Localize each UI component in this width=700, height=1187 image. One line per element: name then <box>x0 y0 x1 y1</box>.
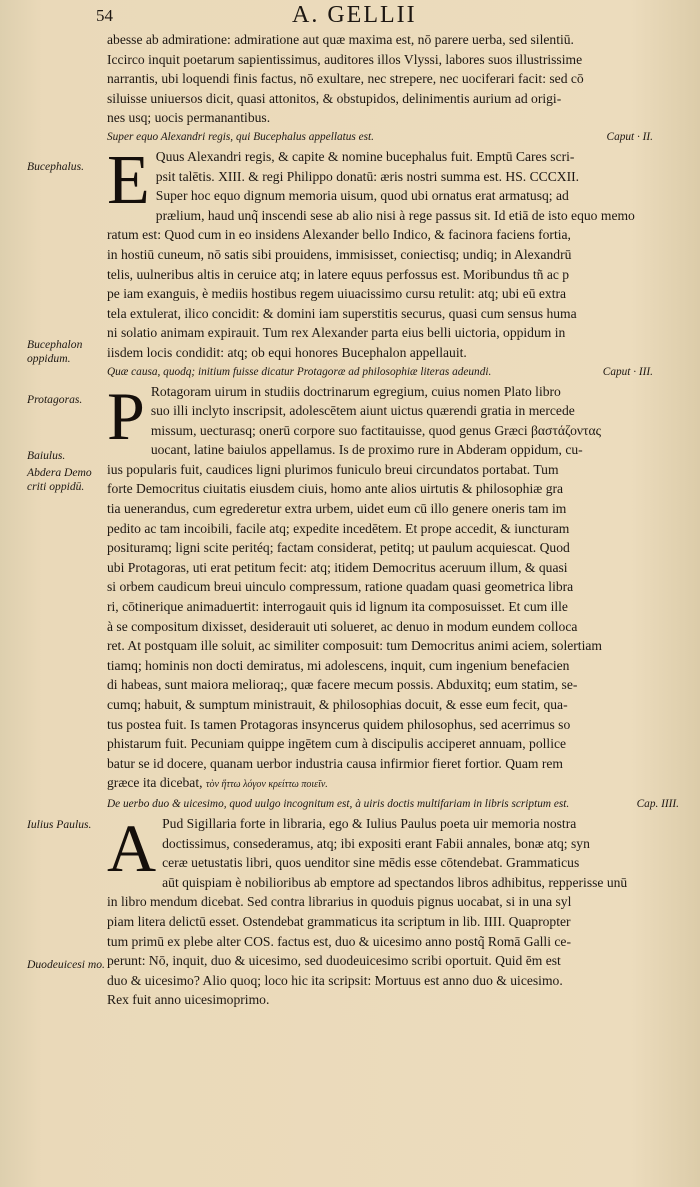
text-line: à se compositum dixisset, desiderauit uti solueret, ac denuo in modum eundem colloca <box>107 618 578 634</box>
text-line: uocant, latine baiulos appellamus. Is de proximo rure in Abderam oppidum, cu- <box>150 442 583 458</box>
text-line: Rex fuit anno uicesimoprimo. <box>107 992 270 1008</box>
text-line: posituramq; ligni scite peritéq; factam considerat, petitq; ut paulum acquiescat. Quod <box>107 540 570 556</box>
chapter-title: Quæ causa, quodq; initium fuisse dicatur Protagoræ ad philosophiæ literas adeundi. <box>107 365 492 378</box>
main-text-column <box>107 30 683 1010</box>
running-head: A. GELLII <box>292 2 417 28</box>
text-line: duo & uicesimo? Alio quoq; loco hic ita scripsit: Mortuus est anno duo & uicesimo. <box>107 972 563 988</box>
text-line: di habeas, sunt maiora melioraq;, quæ facere mecum possis. Abduxitq; eum statim, se- <box>107 677 578 693</box>
text-line: pe iam exanguis, è mediis hostibus regem uiuacissimo cursu retulit: atq; ubi eū extra <box>107 286 567 302</box>
text-line: psit talētis. XIII. & regi Philippo donatū: æris nostri summa est. HS. CCCXII. <box>155 168 580 184</box>
chapter-paragraph <box>107 377 683 795</box>
margin-note-protagoras: Protagoras. <box>27 393 83 406</box>
text-line: Pud Sigillaria forte in libraria, ego & Iulius Paulus poeta uir memoria nostra <box>162 815 577 831</box>
margin-note-bucephalon: Bucephalon oppidum. <box>27 338 83 365</box>
page-number: 54 <box>96 6 113 25</box>
text-line: Rotagoram uirum in studiis doctrinarum egregium, cuius nomen Plato libro <box>150 383 561 399</box>
text-line: Iccirco inquit poetarum sapientissimus, auditores illos Vlyssi, labores suos illustrissime <box>107 51 583 67</box>
drop-cap: E <box>107 141 150 219</box>
text-line: in libro mendum dicebat. Sed contra librarius in quoduis pignus uocabat, si in una syl <box>107 894 572 910</box>
text-line: pedito ac tam incoibili, facile atq; expedite incedētem. Et prope accedit, & iuncturam <box>107 520 570 536</box>
text-line: telis, uulneribus altis in ceruice atq; in latere equus perfossus est. Moribundus tñ ac p <box>107 266 570 282</box>
text-line: ni solatio animam expirauit. Tum rex Alexander parta eius belli uictoria, oppidum in <box>107 325 566 341</box>
text-line: perunt: Nō, inquit, duo & uicesimo, sed duodeuicesimo scribi oportuit. Quid ēm est <box>107 953 561 969</box>
margin-note-bucephalus: Bucephalus. <box>27 160 84 173</box>
chapter-paragraph <box>107 141 683 363</box>
margin-note-abdera: Abdera Demo criti oppidū. <box>27 466 92 493</box>
text-line: batur se id docere, quanam uerbor industria causa infirmior fieret fortior. Quam rem <box>107 755 563 771</box>
text-line: tus postea fuit. Is tamen Protagoras insyncerus quidem philosophus, sed acerrimus so <box>107 716 571 732</box>
chapter-heading <box>107 128 683 147</box>
text-line: ubi Protagoras, uti erat petitum fecit: atq; itidem Democritus aceruum illum, & quasi <box>107 559 568 575</box>
chapter-heading <box>107 795 683 814</box>
text-line-with-greek <box>107 773 683 795</box>
text-line: narrantis, ubi loquendi finis factus, nō exultare, nec strepere, nec uociferari facit: sed cō <box>107 71 584 87</box>
chapter-heading <box>107 363 683 382</box>
text-segment: græce ita dicebat, <box>107 775 203 791</box>
chapter-number: Caput · II. <box>606 130 653 143</box>
text-line: tela extulerat, ilico concidit: & domini iam superstitis securus, quasi cum sensus huma <box>107 305 577 321</box>
text-line: ceræ uetustatis libri, quos uenditor sine mēdis esse cōtendebat. Grammaticus <box>162 855 580 871</box>
text-line: suo illi inclyto inscripsit, adolescētem aiunt uictus quærendi gratia in mercede <box>150 403 575 419</box>
chapter-title: De uerbo duo & uicesimo, quod uulgo incognitum est, à uiris doctis multifariam in libris scriptum est. <box>107 797 570 810</box>
text-line: cumq; habuit, & sumptum ministrauit, & philosophias docuit, & esse eum fecit, qua- <box>107 697 568 712</box>
margin-note-iulius: Iulius Paulus. <box>27 818 92 831</box>
margin-note-duodeuicesimo: Duodeuicesi mo. <box>27 958 105 971</box>
text-line: tum primū ex plebe alter COS. factus est, duo & uicesimo anno postq̃ Romā Galli ce- <box>107 933 571 949</box>
drop-cap: P <box>107 377 145 454</box>
text-line: abesse ab admiratione: admiratione aut quæ maxima est, nō parere uerba, sed silentiū. <box>107 32 574 47</box>
text-line: tia uenerandus, cum egrederetur extra urbem, uidet eum cū illo genere oneris tam im <box>107 501 567 517</box>
text-line: siluisse uniuersos dicit, quasi attonitos, & obstupidos, delinimentis aurium ad origi- <box>107 90 562 106</box>
chapter-number: Cap. IIII. <box>636 797 679 810</box>
text-line: phistarum fuit. Pecuniam quippe ingētem cum à discipulis acciperet annuam, pollice <box>107 736 567 752</box>
text-line: prælium, haud unq̃ inscendi sese ab alio nisi à rege passus sit. Id etiā de isto equo memo <box>155 207 635 223</box>
chapter-number: Caput · III. <box>602 365 653 378</box>
text-line: aūt quispiam è nobilioribus ab emptore ad spectandos libros adhibitus, repperisse unū <box>162 874 628 890</box>
text-line: ri, cōtinerique animaduertit: interrogauit quis id lignum ita composuisset. Et cum ille <box>107 599 568 615</box>
text-line: missum, uecturasq; onerū corpore suo factitauisse, quod genus Græci βαστάζοντας <box>150 422 601 438</box>
text-line: Super hoc equo dignum memoria uisum, quod ubi ornatus erat armatusq; ad <box>155 188 569 204</box>
text-line: Quus Alexandri regis, & capite & nomine bucephalus fuit. Emptū Cares scri- <box>155 148 575 164</box>
intro-paragraph <box>107 30 683 128</box>
text-line: piam litera delictū esset. Ostendebat grammaticus ita scriptum in lib. IIII. Quapropter <box>107 913 571 929</box>
greek-phrase: τὸν ἥττω λόγον κρείττω ποιεῖν. <box>205 779 328 791</box>
text-line: forte Democritus ciuitatis eiusdem ciuis, homo ante alios uirtutis & philosophiæ gra <box>107 481 564 497</box>
text-line: tiamq; hominis non docti demiratus, mi adolescens, inquit, cum ingenium benefacien <box>107 657 570 673</box>
drop-cap: A <box>107 809 157 886</box>
chapter-paragraph <box>107 809 683 1010</box>
text-line: si orbem caudicum breui uinculo compressum, ratione quadam quasi geometrica libra <box>107 579 574 595</box>
text-line: ius popularis fuit, caudices ligni plurimos funiculo breui circundatos portabat. Tum <box>107 461 559 477</box>
text-line: ratum est: Quod cum in eo insidens Alexander bello Indico, & facinora faciens fortia, <box>107 227 571 243</box>
margin-note-baiulus: Baiulus. <box>27 449 66 462</box>
text-line: iisdem locis condidit: atq; ob equi honores Bucephalon appellauit. <box>107 344 467 360</box>
text-line: nes usq; uocis permanantibus. <box>107 110 271 126</box>
chapter-title: Super equo Alexandri regis, qui Bucephalus appellatus est. <box>107 130 375 143</box>
text-line: in hostiū cuneum, nō satis sibi prouidens, immisisset, coniectisq; undiq; in Alexandrū <box>107 246 572 262</box>
text-line: ret. At postquam ille soluit, ac similiter composuit: tum Democritus animi aciem, solertiam <box>107 638 602 654</box>
text-line: doctissimus, consederamus, atq; ibi expositi erant Fabii annales, bonæ atq; syn <box>162 835 590 851</box>
